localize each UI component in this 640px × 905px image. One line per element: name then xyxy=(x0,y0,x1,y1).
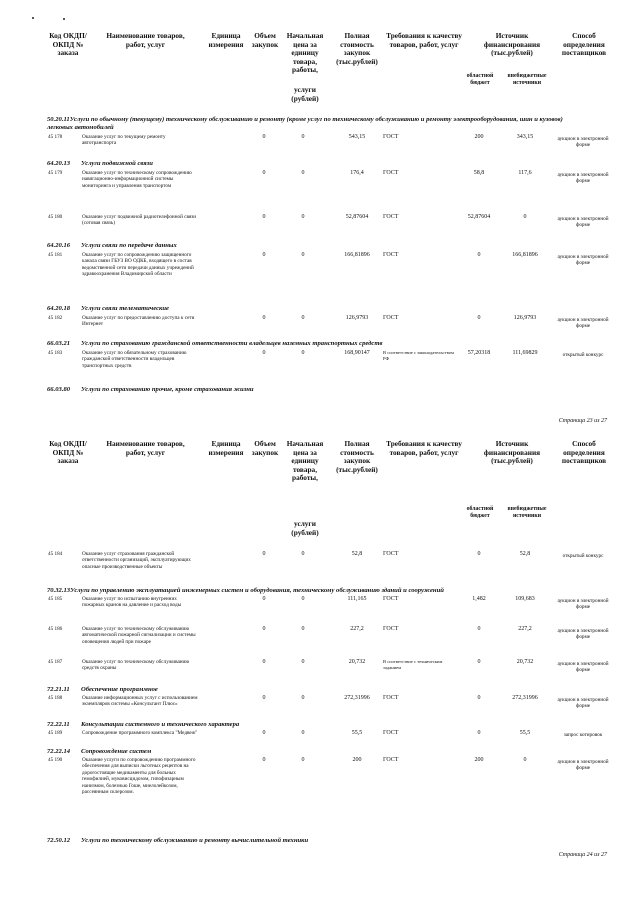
header-requirements: Требования к качеству товаров, работ, услуг xyxy=(386,31,462,49)
page-number: Страница 24 из 27 xyxy=(558,852,607,858)
category-heading: 72.22.14 Сопровождение систем xyxy=(47,748,152,755)
header-price: Начальная цена за единицу товара, работы, xyxy=(286,31,324,75)
header-price-unit: услуги (рублей) xyxy=(291,519,319,537)
header-unit: Единица измерения xyxy=(208,439,244,457)
header-source-regional: областной бюджет xyxy=(466,506,494,519)
document-page-24: Код ОКДП/ ОКПД № заказа Наименование товаров, работ, услуг Единица измерения Объем закупок Начальная цена за единицу товара, работы, услуги (рублей) Полная стоимость закупок (тыс.рублей) Требования к качеству товаров, работ, услуг Источник финансирования (тыс.рублей) областной бюджет внебюджетные источники Способ определения поставщиков 45 184 Оказание услуг страхования гражданской ответственности организаций, эксплуатирующих опасные производственные объекты 0 0 52,8 ГОСТ 0 52,8 открытый конкурс 70.32.13Услуги по управлению эксплуатацией инженерных систем и оборудования, техническому обслуживанию зданий и сооружений 45 185 Оказание услуг по испытанию внутренних пожарных кранов на давление и расход воды 0 0 111,165 ГОСТ 1,482 109,683 аукцион в электронной форме 45 186 Оказание услуг по техническому обслуживанию автоматической пожарной сигнализации и системы оповещения людей при пожаре 0 0 227,2 ГОСТ 0 227,2 аукцион в электронной форме 45 187 Оказание услуг по техническому обслуживанию средств охраны 0 0 20,732 В соответствие с техническим заданием 0 20,732 аукцион в электронной форме 72.21.11 Обеспечение программное 45 188 Оказание информационных услуг с использованием экземпляров системы «Консультант Плюс» 0 0 272,31996 ГОСТ 0 272,31996 аукцион в электронной форме 72.22.11 Консультации системного и технического характера 45 189 Сопровождение программного комплекса "Медвеж" 0 0 55,5 ГОСТ 0 55,5 запрос котировок 72.22.14 Сопровождение систем 45 190 Оказание услуги по сопровождению программного обеспечения для выписки льготных рецептов на дорогостоящие медикаменты для больных гемофилией, муковисцидозом, гипофизарным нанизмом, болезнью Гоше, миелолейкозом, рассеянным склерозом. 0 0 200 ГОСТ 200 0 аукцион в электронной форме 72.50.12 Услуги по техническому обслуживанию и ремонту вычислительной техники Страница 24 из 27 xyxy=(0,440,640,905)
header-method: Способ определения поставщиков xyxy=(561,439,607,466)
category-heading: 66.03.21 Услуги по страхованию гражданской ответственности владельцев наземных транспортных средств xyxy=(47,340,383,347)
header-method: Способ определения поставщиков xyxy=(561,31,607,58)
category-heading: 72.50.12 Услуги по техническому обслуживанию и ремонту вычислительной техники xyxy=(47,837,309,844)
header-volume: Объем закупок xyxy=(251,31,279,49)
header-price: Начальная цена за единицу товара, работы, xyxy=(286,439,324,483)
header-source-regional: областной бюджет xyxy=(466,73,494,86)
category-heading: 64.20.16 Услуги связи по передаче данных xyxy=(47,242,177,249)
header-unit: Единица измерения xyxy=(208,31,244,49)
page-number: Страница 23 из 27 xyxy=(558,418,607,424)
category-heading: 64.20.13 Услуги подвижной связи xyxy=(47,160,153,167)
category-heading: 50.20.11Услуги по обычному (текущему) техническому обслуживанию и ремонту (кроме услуг по техническому обслуживанию и ремонту электрооборудования, шин и кузовов) легковых автомобилей xyxy=(47,116,563,131)
header-code: Код ОКДП/ ОКПД № заказа xyxy=(49,439,87,466)
category-heading: 66.03.80 Услуги по страхованию прочие, кроме страхования жизни xyxy=(47,386,254,393)
header-name: Наименование товаров, работ, услуг xyxy=(106,439,185,457)
category-heading: 64.20.18 Услуги связи телематические xyxy=(47,305,169,312)
header-requirements: Требования к качеству товаров, работ, услуг xyxy=(386,439,462,457)
header-name: Наименование товаров, работ, услуг xyxy=(106,31,185,49)
category-heading: 72.22.11 Консультации системного и технического характера xyxy=(47,721,240,728)
header-code: Код ОКДП/ ОКПД № заказа xyxy=(49,31,87,58)
header-source: Источник финансирования (тыс.рублей) xyxy=(483,31,541,58)
header-total: Полная стоимость закупок (тыс.рублей) xyxy=(336,439,378,474)
category-heading: 72.21.11 Обеспечение программное xyxy=(47,686,158,693)
header-source-extra: внебюджетные источники xyxy=(507,506,547,519)
header-volume: Объем закупок xyxy=(251,439,279,457)
document-page-23: Код ОКДП/ ОКПД № заказа Наименование товаров, работ, услуг Единица измерения Объем закупок Начальная цена за единицу товара, работы, услуги (рублей) Полная стоимость закупок (тыс.рублей) Требования к качеству товаров, работ, услуг Источник финансирования (тыс.рублей) областной бюджет внебюджетные источники Способ определения поставщиков 50.20.11Услуги по обычному (текущему) техническому обслуживанию и ремонту (кроме услуг по техническому обслуживанию и ремонту электрооборудования, шин и кузовов) легковых автомобилей 45 178 Оказание услуг по текущему ремонту автотранспорта 0 0 543,15 ГОСТ 200 343,15 аукцион в электронной форме 64.20.13 Услуги подвижной связи 45 179 Оказание услуг по техническому сопровождению навигационно-информационной системы мониторинга и управления транспортом 0 0 176,4 ГОСТ 58,8 117,6 аукцион в электронной форме 45 180 Оказание услуг подвижной радиотелефонной связи (сотовая связь) 0 0 52,87604 ГОСТ 52,87604 0 аукцион в электронной форме 64.20.16 Услуги связи по передаче данных 45 181 Оказание услуг по сопровождению защищенного канала связи ГБУЗ ВО ОДКБ, входящего в состав ведомственной сети передачи данных учреждений здравоохранения Владимирской области 0 0 166,81896 ГОСТ 0 166,81896 аукцион в электронной форме 64.20.18 Услуги связи телематические 45 182 Оказание услуг по предоставлению доступа к сети Интернет 0 0 126,9793 ГОСТ 0 126,9793 аукцион в электронной форме 66.03.21 Услуги по страхованию гражданской ответственности владельцев наземных транспортных средств 45 183 Оказание услуг по обязательному страхованию гражданской ответственности владельцев транспортных средств 0 0 168,90147 В соответствие с законодательством РФ 57,20318 111,69829 открытый конкурс 66.03.80 Услуги по страхованию прочие, кроме страхования жизни Страница 23 из 27 xyxy=(0,0,640,440)
category-heading: 70.32.13Услуги по управлению эксплуатацией инженерных систем и оборудования, техническому обслуживанию зданий и сооружений xyxy=(47,587,444,594)
header-total: Полная стоимость закупок (тыс.рублей) xyxy=(336,31,378,66)
header-source-extra: внебюджетные источники xyxy=(507,73,547,86)
header-price-unit: услуги (рублей) xyxy=(291,85,319,103)
header-source: Источник финансирования (тыс.рублей) xyxy=(483,439,541,466)
